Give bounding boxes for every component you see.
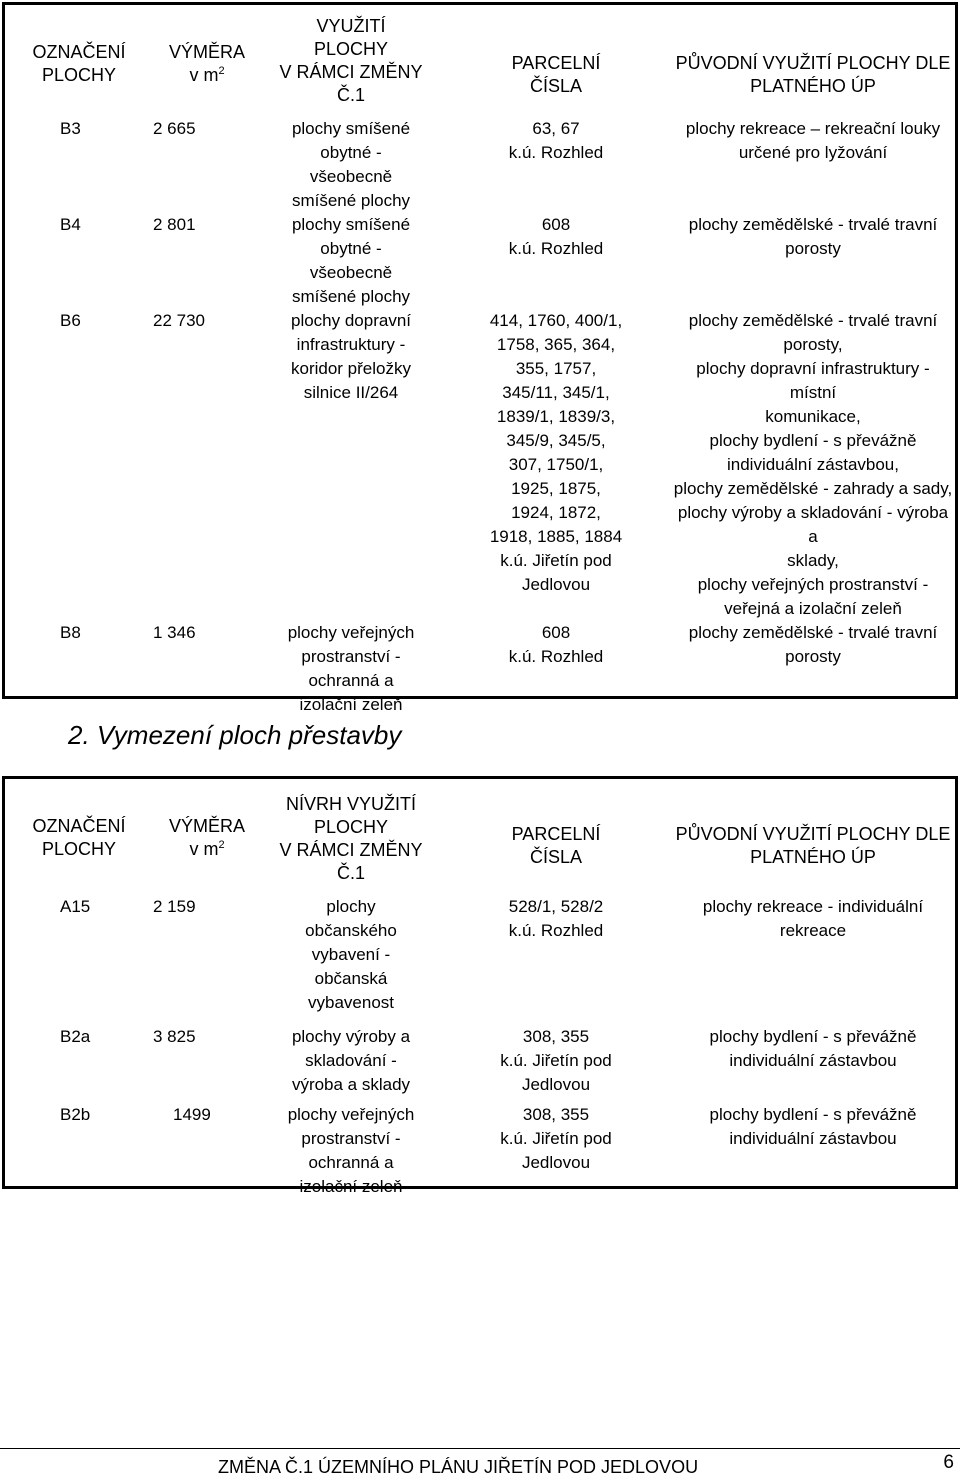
- cell-oznaceni: B2b: [60, 1105, 91, 1124]
- cell-parcelni: 308, 355 k.ú. Jiřetín pod Jedlovou: [500, 1105, 612, 1172]
- cell-parcelni: 528/1, 528/2 k.ú. Rozhled: [508, 897, 604, 940]
- cell-oznaceni: B8: [60, 623, 81, 642]
- header-puvodni: [671, 793, 955, 885]
- cell-vyuziti: plochy občanského vybavení - občanská vybavenost: [305, 897, 397, 1012]
- header-vymera-text: VÝMĚRA v m: [168, 42, 246, 85]
- cell-vymera: 2 665: [153, 119, 196, 138]
- table-row: [5, 117, 955, 213]
- cell-vymera: 1 346: [153, 623, 196, 642]
- table-row: [5, 895, 955, 1015]
- cell-parcelni: 308, 355 k.ú. Jiřetín pod Jedlovou: [500, 1027, 612, 1094]
- cell-vymera: 2 801: [153, 215, 196, 234]
- cell-vyuziti: plochy veřejných prostranství - ochranná a izolační zeleň: [287, 623, 415, 714]
- header-vyuziti: [261, 15, 441, 107]
- table-zastavitelne-plochy: [2, 2, 958, 714]
- cell-vymera: 1499: [173, 1105, 211, 1124]
- cell-puvodni: plochy rekreace – rekreační louky určené pro lyžování: [685, 119, 941, 162]
- header-parcelni-text: PARCELNÍ ČÍSLA: [511, 824, 601, 867]
- cell-vyuziti: plochy smíšené obytné - všeobecně smíšené plochy: [291, 119, 411, 210]
- cell-vymera: 22 730: [153, 311, 205, 330]
- header-oznaceni-text: OZNAČENÍ PLOCHY: [32, 816, 126, 859]
- section-heading: 2. Vymezení ploch přestavby: [68, 720, 402, 750]
- table-plochy-prestavby: [2, 776, 958, 1196]
- table-row: [5, 213, 955, 309]
- cell-oznaceni: A15: [60, 897, 91, 916]
- header-vymera-sup: 2: [218, 839, 225, 851]
- table-row: [5, 621, 955, 717]
- cell-parcelni: 63, 67 k.ú. Rozhled: [508, 119, 604, 162]
- cell-vyuziti: plochy smíšené obytné - všeobecně smíšené plochy: [291, 215, 411, 306]
- table-header: [5, 5, 955, 107]
- header-vyuziti: [261, 793, 441, 885]
- header-vymera: [153, 15, 261, 107]
- header-vyuziti-text: VYUŽITÍ PLOCHY V RÁMCI ZMĚNY Č.1: [279, 16, 423, 105]
- header-puvodni-text: PŮVODNÍ VYUŽITÍ PLOCHY DLE PLATNÉHO ÚP: [675, 53, 951, 96]
- cell-vyuziti: plochy výroby a skladování - výroba a sklady: [291, 1027, 411, 1094]
- cell-puvodni: plochy zemědělské - trvalé travní porosty: [688, 623, 938, 666]
- header-vymera-text: VÝMĚRA v m: [168, 816, 246, 859]
- header-oznaceni-text: OZNAČENÍ PLOCHY: [32, 42, 126, 85]
- cell-vymera: 3 825: [153, 1027, 196, 1046]
- cell-puvodni: plochy rekreace - individuální rekreace: [702, 897, 924, 940]
- cell-vymera: 2 159: [153, 897, 196, 916]
- header-oznaceni: [5, 15, 153, 107]
- cell-oznaceni: B6: [60, 311, 81, 330]
- cell-oznaceni: B3: [60, 119, 81, 138]
- header-oznaceni: [5, 793, 153, 885]
- cell-oznaceni: B4: [60, 215, 81, 234]
- header-vymera-sup: 2: [218, 65, 225, 77]
- cell-puvodni: plochy bydlení - s převážně individuální zástavbou: [709, 1105, 917, 1148]
- cell-parcelni: 608 k.ú. Rozhled: [508, 215, 604, 258]
- table-row: [5, 1103, 955, 1199]
- footer-title: ZMĚNA Č.1 ÚZEMNÍHO PLÁNU JIŘETÍN POD JEDLOVOU: [218, 1457, 699, 1477]
- header-vymera: [153, 793, 261, 885]
- cell-puvodni: plochy zemědělské - trvalé travní porosty: [688, 215, 938, 258]
- header-parcelni-text: PARCELNÍ ČÍSLA: [511, 53, 601, 96]
- cell-puvodni: plochy zemědělské - trvalé travní porosty, plochy dopravní infrastruktury - místní komunikace, plochy bydlení - s převážně individuální zástavbou, plochy zemědělské - zahrady a sady, plochy výroby a skladování - výroba a sklady, plochy veřejných prostranství - veřejná a izolační zeleň: [673, 311, 953, 618]
- header-puvodni-text: PŮVODNÍ VYUŽITÍ PLOCHY DLE PLATNÉHO ÚP: [675, 824, 951, 867]
- cell-vyuziti: plochy veřejných prostranství - ochranná a izolační zeleň: [287, 1105, 415, 1196]
- header-vyuziti-text: NÍVRH VYUŽITÍ PLOCHY V RÁMCI ZMĚNY Č.1: [279, 794, 423, 883]
- header-puvodni: [671, 15, 955, 107]
- table-header: [5, 779, 955, 885]
- cell-oznaceni: B2a: [60, 1027, 91, 1046]
- page-number: 6: [943, 1452, 954, 1473]
- footer-rule: [0, 1448, 960, 1449]
- cell-puvodni: plochy bydlení - s převážně individuální zástavbou: [709, 1027, 917, 1070]
- table-row: [5, 1025, 955, 1097]
- cell-vyuziti: plochy dopravní infrastruktury - koridor přeložky silnice II/264: [290, 311, 412, 402]
- header-parcelni: [441, 793, 671, 885]
- cell-parcelni: 414, 1760, 400/1, 1758, 365, 364, 355, 1757, 345/11, 345/1, 1839/1, 1839/3, 345/9, 345/5, 307, 1750/1, 1925, 1875, 1924, 1872, 1918, 1885, 1884 k.ú. Jiřetín pod Jedlovou: [489, 311, 623, 594]
- header-parcelni: [441, 15, 671, 107]
- cell-parcelni: 608 k.ú. Rozhled: [508, 623, 604, 666]
- table-row: [5, 309, 955, 621]
